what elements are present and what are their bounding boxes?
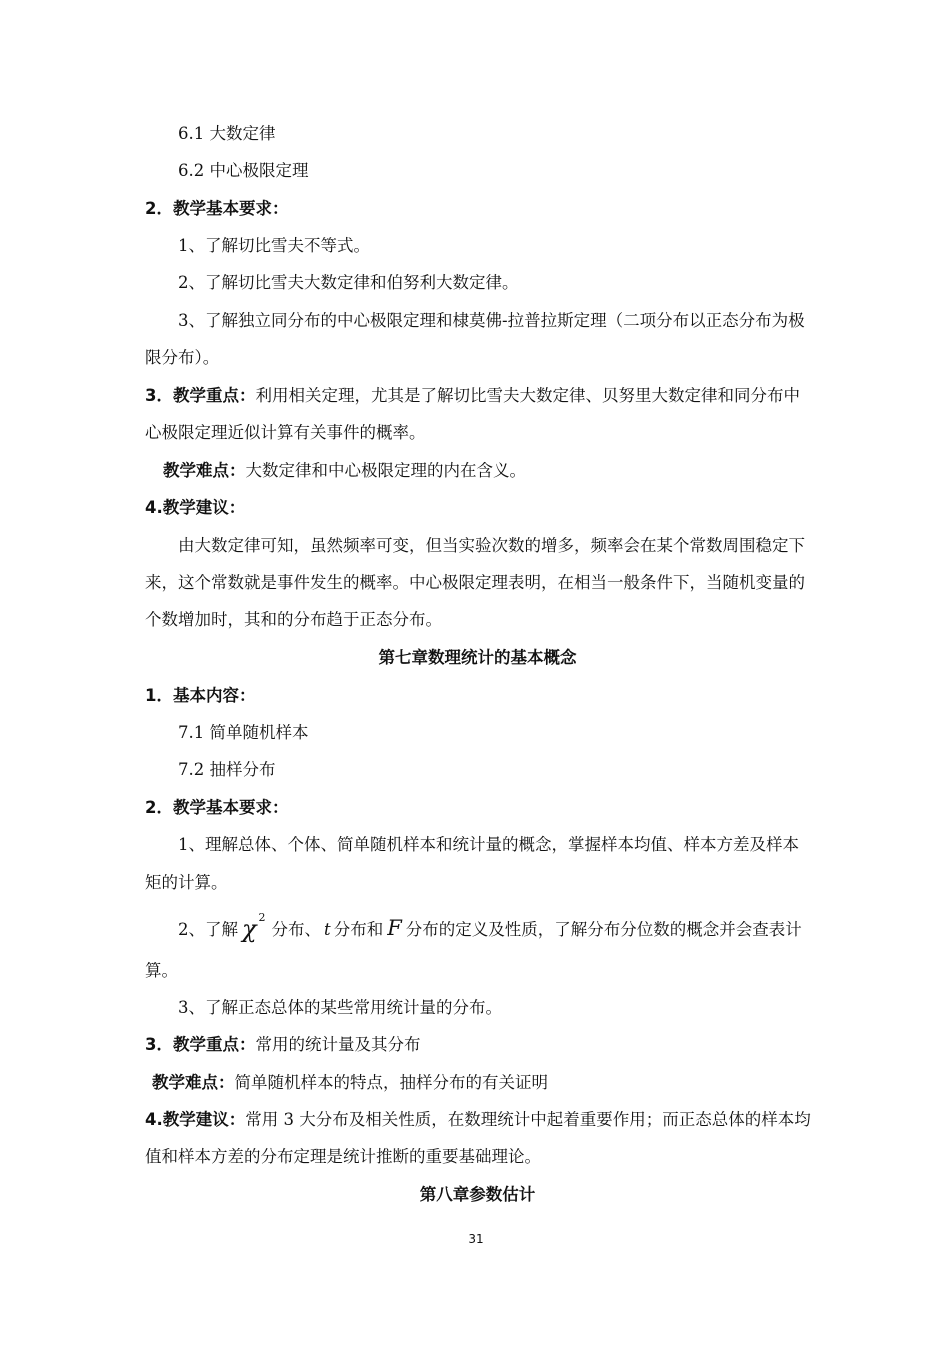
suggestion-para-2: 来，这个常数就是事件发生的概率。中心极限定理表明，在相当一般条件下，当随机变量的 <box>145 573 805 592</box>
requirement-3-cont: 限分布）。 <box>145 348 220 367</box>
section-7-1: 7.1 简单随机样本 <box>178 723 309 742</box>
requirement-7-2-cont: 算。 <box>145 961 178 980</box>
key-points-7 <box>145 1034 810 1056</box>
requirement-3: 3、了解独立同分布的中心极限定理和棣莫佛-拉普拉斯定理（二项分布以正态分布为极 <box>178 311 805 330</box>
heading-suggestions: 4.教学建议： <box>145 498 246 517</box>
req72-c: 分布和 <box>333 920 384 939</box>
chi-superscript: 2 <box>258 911 266 924</box>
f-symbol: F <box>387 916 402 940</box>
chapter-7-title: 第七章数理统计的基本概念 <box>378 648 577 667</box>
page-number: 31 <box>468 1232 484 1246</box>
suggestions-7 <box>145 1109 810 1131</box>
chapter-8-title: 第八章参数估计 <box>419 1185 536 1204</box>
suggestions-7-cont: 值和样本方差的分布定理是统计推断的重要基础理论。 <box>145 1147 541 1166</box>
section-6-2: 6.2 中心极限定理 <box>178 161 309 180</box>
requirement-7-2 <box>178 911 843 943</box>
req72-a: 2、了解 <box>178 920 238 939</box>
section-7-2: 7.2 抽样分布 <box>178 760 276 779</box>
heading-requirements-7: 2．教学基本要求： <box>145 798 289 817</box>
suggestion-para-3: 个数增加时，其和的分布趋于正态分布。 <box>145 610 442 629</box>
key-points <box>145 385 810 407</box>
suggestions-7-label: 4.教学建议： <box>145 1110 246 1129</box>
requirement-1: 1、了解切比雪夫不等式。 <box>178 236 370 255</box>
difficulties-7-label: 教学难点： <box>152 1073 235 1092</box>
chi-symbol: χ <box>242 915 257 943</box>
requirement-7-1-cont: 矩的计算。 <box>145 873 228 892</box>
t-symbol: t <box>324 920 331 939</box>
heading-requirements: 2．教学基本要求： <box>145 199 289 218</box>
key-points-7-label: 3．教学重点： <box>145 1035 256 1054</box>
section-6-1: 6.1 大数定律 <box>178 124 276 143</box>
difficulties <box>163 460 828 482</box>
requirement-2: 2、了解切比雪夫大数定律和伯努利大数定律。 <box>178 273 519 292</box>
requirement-7-1: 1、理解总体、个体、简单随机样本和统计量的概念，掌握样本均值、样本方差及样本 <box>178 835 799 854</box>
key-points-text: 利用相关定理，尤其是了解切比雪夫大数定律、贝努里大数定律和同分布中 <box>255 386 800 405</box>
req72-d: 分布的定义及性质，了解分布分位数的概念并会查表计 <box>405 920 802 939</box>
difficulties-7 <box>152 1072 817 1094</box>
key-points-7-text: 常用的统计量及其分布 <box>255 1035 421 1054</box>
difficulties-label: 教学难点： <box>163 461 246 480</box>
difficulties-7-text: 简单随机样本的特点，抽样分布的有关证明 <box>234 1073 548 1092</box>
difficulties-text: 大数定律和中心极限定理的内在含义。 <box>245 461 526 480</box>
req72-b: 分布、 <box>271 920 322 939</box>
suggestion-para-1: 由大数定律可知，虽然频率可变，但当实验次数的增多，频率会在某个常数周围稳定下 <box>178 536 805 555</box>
requirement-7-3: 3、了解正态总体的某些常用统计量的分布。 <box>178 998 502 1017</box>
suggestions-7-text: 常用 3 大分布及相关性质，在数理统计中起着重要作用；而正态总体的样本均 <box>245 1110 811 1129</box>
key-points-cont: 心极限定理近似计算有关事件的概率。 <box>145 423 426 442</box>
heading-content: 1．基本内容： <box>145 686 256 705</box>
key-points-label: 3．教学重点： <box>145 386 256 405</box>
